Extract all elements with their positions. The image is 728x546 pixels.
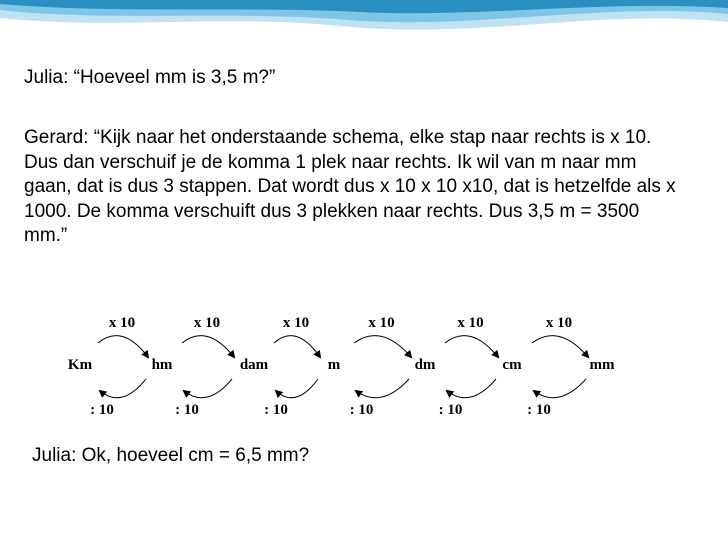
multiply-label-1: x 10 bbox=[193, 315, 221, 331]
metric-conversion-diagram bbox=[62, 306, 622, 424]
unit-label-5: cm bbox=[502, 357, 522, 373]
multiply-arrow-3 bbox=[354, 336, 411, 357]
multiply-label-2: x 10 bbox=[282, 315, 310, 331]
divide-arrow-4 bbox=[447, 379, 496, 398]
julia-question: Julia: “Hoeveel mm is 3,5 m?” bbox=[24, 67, 276, 88]
multiply-label-5: x 10 bbox=[545, 315, 573, 331]
divide-arrow-2 bbox=[276, 379, 318, 398]
divide-arrow-0 bbox=[100, 379, 146, 398]
divide-label-1: : 10 bbox=[175, 402, 199, 418]
divide-label-2: : 10 bbox=[264, 402, 288, 418]
multiply-arrow-0 bbox=[98, 336, 148, 357]
multiply-label-3: x 10 bbox=[368, 315, 395, 331]
divide-arrow-3 bbox=[356, 379, 409, 398]
divide-label-4: : 10 bbox=[438, 402, 463, 418]
divide-arrow-1 bbox=[184, 379, 232, 398]
divide-label-5: : 10 bbox=[527, 402, 551, 418]
unit-label-2: dam bbox=[239, 357, 269, 373]
multiply-arrow-5 bbox=[532, 336, 588, 357]
multiply-arrow-4 bbox=[445, 336, 498, 357]
unit-label-1: hm bbox=[151, 357, 173, 373]
unit-label-0: Km bbox=[67, 357, 93, 373]
multiply-label-0: x 10 bbox=[108, 315, 136, 331]
conversion-arrows-svg bbox=[62, 306, 622, 424]
unit-label-4: dm bbox=[414, 357, 436, 373]
divide-arrow-5 bbox=[534, 379, 586, 398]
gerard-explanation: Gerard: “Kijk naar het onderstaande schema, elke stap naar rechts is x 10. Dus dan verschuif je de komma 1 plek naar rechts. Ik wil van m naar mm gaan, dat is dus 3 stappen. Dat wordt dus x 10 x 10 x10, dat is hetzelfde als x 1000. De komma verschuift dus 3 plekken naar rechts. Dus 3,5 m = 3500 mm.” bbox=[24, 127, 676, 246]
unit-label-3: m bbox=[327, 357, 341, 373]
multiply-label-4: x 10 bbox=[457, 315, 484, 331]
unit-label-6: mm bbox=[589, 357, 615, 373]
header-wave-decoration bbox=[0, 0, 728, 60]
divide-label-3: : 10 bbox=[349, 402, 374, 418]
multiply-arrow-2 bbox=[274, 336, 320, 357]
multiply-arrow-1 bbox=[182, 336, 234, 357]
divide-label-0: : 10 bbox=[90, 402, 114, 418]
julia-followup-question: Julia: Ok, hoeveel cm = 6,5 mm? bbox=[32, 445, 310, 466]
